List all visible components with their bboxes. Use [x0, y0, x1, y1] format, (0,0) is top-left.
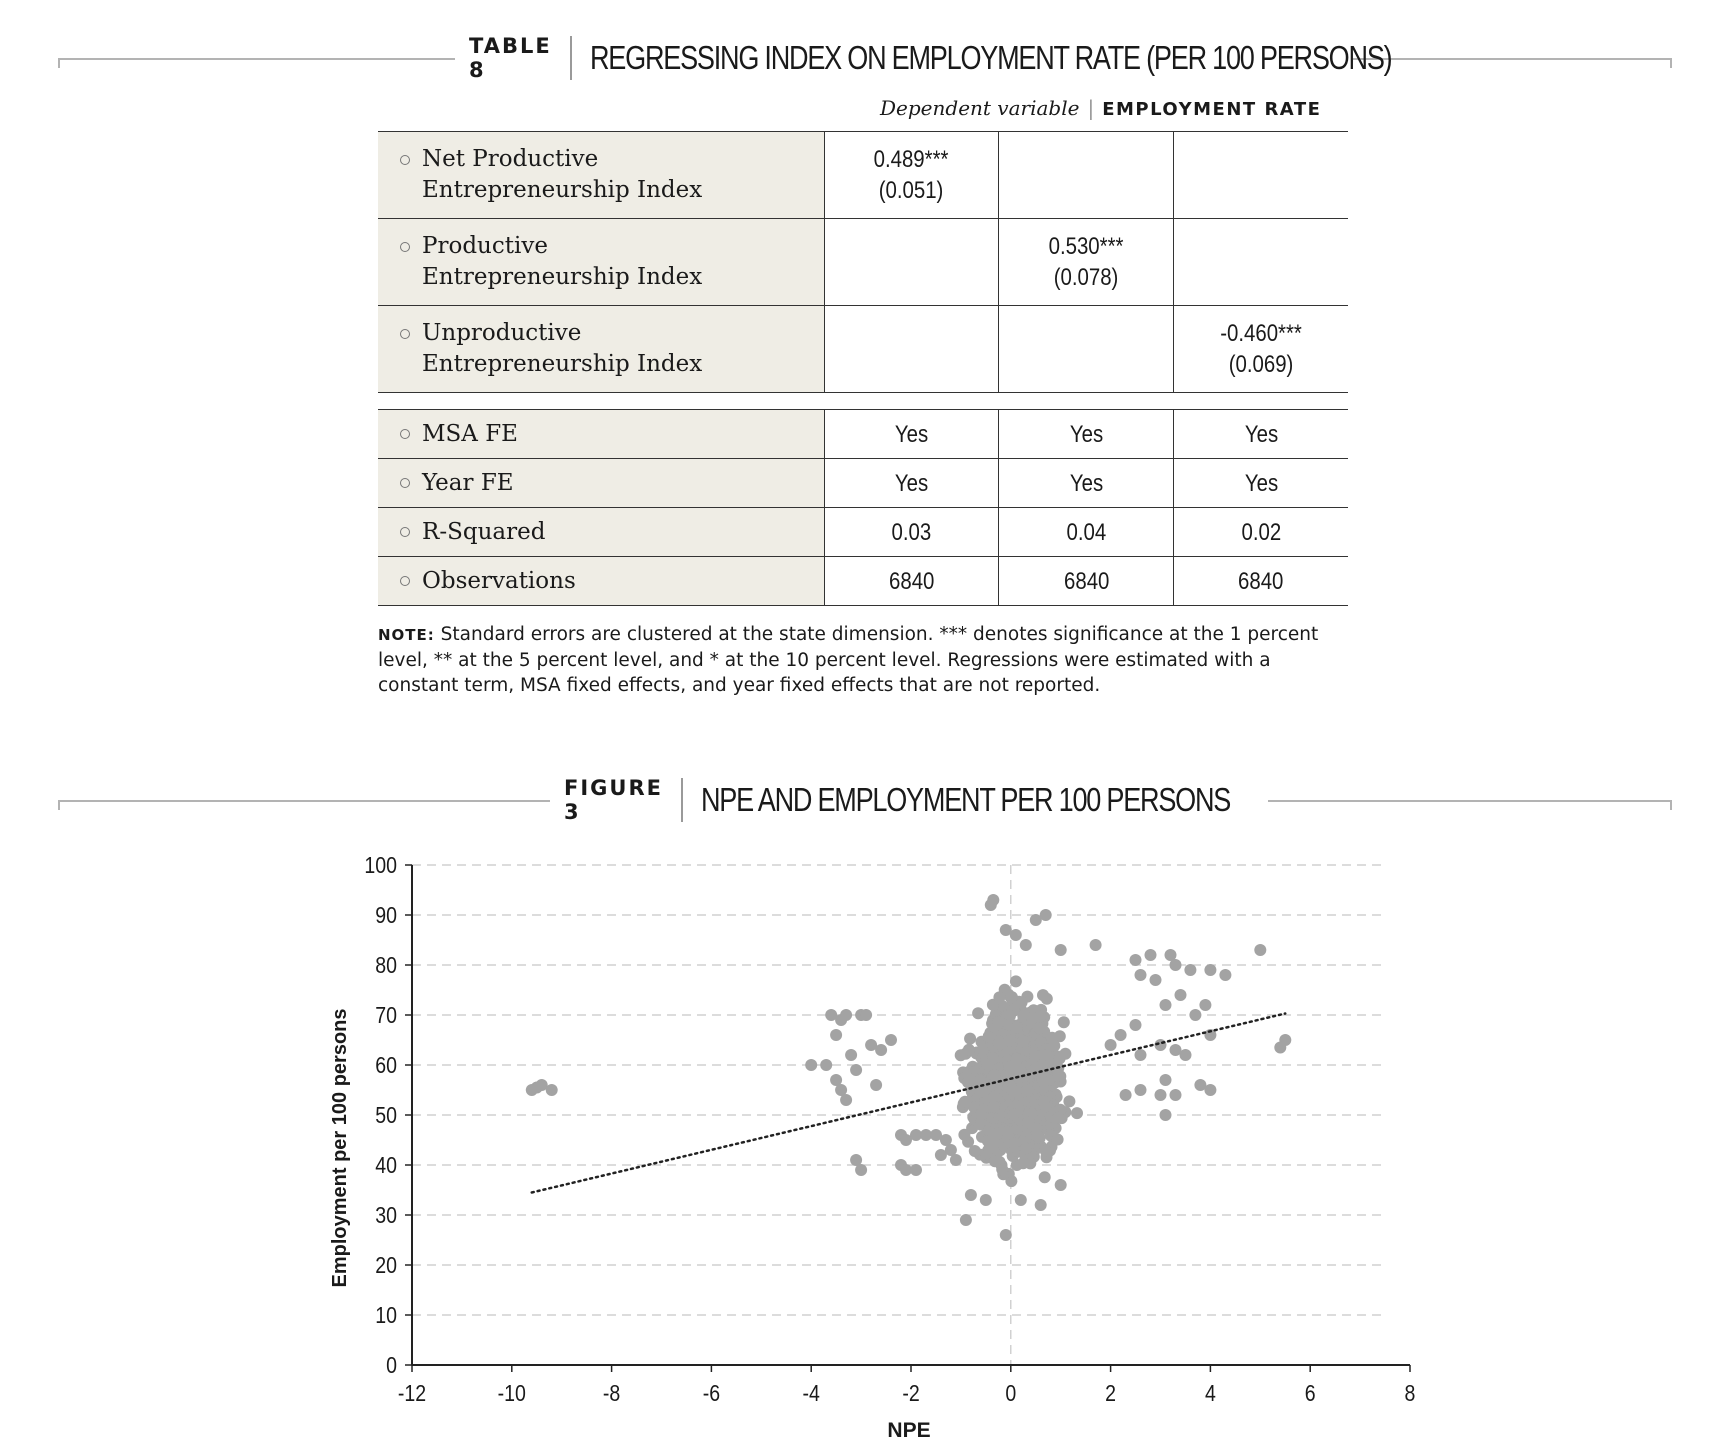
data-point [1160, 1109, 1172, 1121]
data-point [972, 1007, 984, 1019]
row-label [378, 557, 824, 606]
row-label-line1: Unproductive [422, 320, 582, 346]
row-label [378, 219, 824, 306]
table-cell [1174, 459, 1348, 508]
data-point [1135, 1049, 1147, 1061]
bullet-icon [400, 429, 410, 439]
figure-title: NPE AND EMPLOYMENT PER 100 PERSONS [700, 781, 1231, 818]
data-point [805, 1059, 817, 1071]
cell-value: 6840 [888, 567, 935, 595]
data-point [1135, 1084, 1147, 1096]
figure-title-block [550, 770, 1268, 830]
data-point [1194, 1079, 1206, 1091]
data-point [1037, 1049, 1049, 1061]
data-point [1052, 1069, 1064, 1081]
data-point [989, 1155, 1001, 1167]
table-cell [824, 410, 999, 459]
y-tick-label: 90 [375, 902, 397, 929]
data-point [1160, 999, 1172, 1011]
table-title: REGRESSING INDEX ON EMPLOYMENT RATE (PER 100 PERSONS) [589, 39, 1392, 76]
x-axis-label: NPE [887, 1419, 931, 1442]
data-point [1055, 944, 1067, 956]
x-tick-label: 0 [1005, 1380, 1017, 1407]
y-tick-label: 30 [375, 1202, 397, 1229]
row-label-text: MSA FE [422, 420, 518, 447]
bullet-icon [400, 242, 410, 252]
bullet-icon [400, 155, 410, 165]
table-cell [999, 459, 1174, 508]
y-tick-label: 40 [375, 1152, 397, 1179]
data-point [1184, 964, 1196, 976]
row-label [378, 132, 824, 219]
data-point [840, 1009, 852, 1021]
data-point [820, 1059, 832, 1071]
data-point [1170, 959, 1182, 971]
data-point [875, 1044, 887, 1056]
data-point [1008, 1137, 1020, 1149]
data-point [989, 1069, 1001, 1081]
x-tick-label: -2 [902, 1380, 920, 1407]
data-point [1035, 1199, 1047, 1211]
row-label-line2: Entrepreneurship Index [422, 351, 703, 377]
data-point [546, 1084, 558, 1096]
dependent-variable-value: EMPLOYMENT RATE [1102, 99, 1322, 120]
table-cell [999, 410, 1174, 459]
table-cell [824, 557, 999, 606]
data-point [1058, 1016, 1070, 1028]
data-point [1105, 1039, 1117, 1051]
data-point [940, 1134, 952, 1146]
table-row [378, 132, 1348, 219]
bullet-icon [400, 527, 410, 537]
data-point [1011, 1022, 1023, 1034]
y-tick-label: 10 [375, 1302, 397, 1329]
data-point [1219, 969, 1231, 981]
cell-value: Yes [894, 420, 929, 448]
table-cell [824, 306, 999, 393]
data-point [1000, 1229, 1012, 1241]
table-cell [999, 557, 1174, 606]
row-label-line1: Productive [422, 233, 548, 259]
x-tick-label: -8 [602, 1380, 621, 1407]
figure-kicker: FIGURE 3 [564, 776, 663, 824]
data-point [1048, 1040, 1060, 1052]
table-cell [1174, 557, 1348, 606]
coefficient-table [378, 131, 1348, 393]
row-label-text: R-Squared [422, 518, 546, 545]
scatter-chart [320, 840, 1430, 1450]
table-note [378, 622, 1348, 698]
data-point [1135, 969, 1147, 981]
coefficient: -0.460*** [1220, 320, 1302, 347]
standard-error: (0.078) [1053, 264, 1119, 291]
data-point [1020, 939, 1032, 951]
data-point [1170, 1089, 1182, 1101]
table-cell [999, 219, 1174, 306]
data-point [1175, 989, 1187, 1001]
cell-value: Yes [1069, 469, 1103, 497]
data-point [977, 1086, 989, 1098]
row-label [378, 508, 824, 557]
cell-value: 6840 [1238, 567, 1284, 595]
data-point [983, 1031, 995, 1043]
cell-value: 0.04 [1066, 518, 1107, 546]
y-tick-label: 70 [375, 1002, 397, 1029]
data-point [1254, 944, 1266, 956]
table-cell [1174, 132, 1348, 219]
data-point [980, 1194, 992, 1206]
row-label-text: Observations [422, 567, 576, 594]
data-point [1053, 1112, 1065, 1124]
data-point [885, 1034, 897, 1046]
data-point [1055, 1179, 1067, 1191]
data-point [845, 1049, 857, 1061]
y-tick-label: 100 [364, 852, 397, 879]
data-point [987, 1052, 999, 1064]
data-point [860, 1009, 872, 1021]
data-point [1004, 1061, 1016, 1073]
data-point [1120, 1089, 1132, 1101]
figure-heading [58, 770, 1672, 830]
note-text: Standard errors are clustered at the state dimension. *** denotes significance at the 1 percent level, ** at the 5 percent level, and * at the 10 percent level. Regressions were estimated with a constant term, MSA fixed effects, and year fixed effects that are not reported. [378, 624, 1319, 696]
y-axis-label: Employment per 100 persons [329, 1008, 351, 1288]
cell-value: Yes [1244, 420, 1278, 448]
data-point [1017, 1157, 1029, 1169]
data-point [1180, 1049, 1192, 1061]
data-point [1010, 929, 1022, 941]
data-point [1007, 1084, 1019, 1096]
data-point [850, 1064, 862, 1076]
data-point [1017, 1035, 1029, 1047]
table-row [378, 557, 1348, 606]
y-tick-label: 0 [386, 1352, 397, 1379]
table-cell [824, 508, 999, 557]
data-point [1026, 1012, 1038, 1024]
title-separator [681, 778, 683, 822]
data-point [1006, 991, 1018, 1003]
y-tick-label: 50 [375, 1102, 397, 1129]
table-kicker: TABLE 8 [469, 34, 552, 82]
data-point [1021, 1084, 1033, 1096]
data-point [960, 1214, 972, 1226]
data-point [1160, 1074, 1172, 1086]
cell-value: Yes [894, 469, 929, 497]
table-cell [824, 132, 999, 219]
table-row [378, 459, 1348, 508]
data-points [526, 894, 1292, 1241]
data-point [964, 1033, 976, 1045]
data-point [1040, 1145, 1052, 1157]
row-label [378, 410, 824, 459]
data-point [855, 1164, 867, 1176]
heading-rule-tick-right [1670, 800, 1672, 810]
cell-value: Yes [1069, 420, 1103, 448]
row-label [378, 306, 824, 393]
heading-rule-tick-left [58, 58, 60, 68]
cell-value: 6840 [1063, 567, 1109, 595]
table-cell [1174, 410, 1348, 459]
data-point [1189, 1009, 1201, 1021]
standard-error: (0.051) [879, 177, 944, 204]
data-point [1130, 954, 1142, 966]
data-point [950, 1154, 962, 1166]
table-cell [999, 508, 1174, 557]
table-row [378, 219, 1348, 306]
row-label-line1: Net Productive [422, 146, 599, 172]
row-label-line2: Entrepreneurship Index [422, 177, 703, 203]
data-point [963, 1044, 975, 1056]
data-point [1274, 1042, 1286, 1054]
data-point [1001, 1126, 1013, 1138]
table-row [378, 410, 1348, 459]
data-point [1071, 1107, 1083, 1119]
data-point [1033, 1022, 1045, 1034]
data-point [526, 1084, 538, 1096]
data-point [840, 1094, 852, 1106]
data-point [1052, 1134, 1064, 1146]
data-point [1063, 1095, 1075, 1107]
row-label-text: Year FE [422, 469, 514, 496]
data-point [1040, 909, 1052, 921]
data-point [1038, 1095, 1050, 1107]
data-point [992, 1016, 1004, 1028]
x-tick-label: -6 [702, 1380, 721, 1407]
data-point [1145, 949, 1157, 961]
y-tick-label: 60 [375, 1052, 397, 1079]
bullet-icon [400, 478, 410, 488]
data-point [1020, 1143, 1032, 1155]
dependent-variable-label: Dependent variable [880, 96, 1080, 120]
table-row [378, 508, 1348, 557]
data-point [1008, 1108, 1020, 1120]
x-tick-label: 6 [1304, 1380, 1316, 1407]
data-point [1155, 1089, 1167, 1101]
y-tick-label: 20 [375, 1252, 397, 1279]
row-label [378, 459, 824, 508]
table-cell [824, 219, 999, 306]
coefficient: 0.530*** [1048, 233, 1124, 260]
data-point [993, 991, 1005, 1003]
data-point [1038, 1076, 1050, 1088]
data-point [1004, 1035, 1016, 1047]
data-point [1115, 1029, 1127, 1041]
data-point [1037, 989, 1049, 1001]
data-point [910, 1164, 922, 1176]
x-tick-label: 8 [1404, 1380, 1416, 1407]
data-point [987, 894, 999, 906]
table-heading [58, 28, 1672, 88]
x-tick-label: -10 [497, 1380, 526, 1407]
x-tick-label: 4 [1204, 1380, 1216, 1407]
data-point [1022, 1117, 1034, 1129]
x-tick-label: -4 [802, 1380, 820, 1407]
heading-rule-tick-left [58, 800, 60, 810]
x-tick-label: -12 [397, 1380, 427, 1407]
y-tick-label: 80 [375, 952, 397, 979]
data-point [958, 1129, 970, 1141]
table-cell [1174, 219, 1348, 306]
heading-rule-tick-right [1670, 58, 1672, 68]
data-point [969, 1145, 981, 1157]
axes [364, 853, 1415, 1407]
data-point [1090, 939, 1102, 951]
standard-error: (0.069) [1228, 351, 1294, 378]
table-cell [824, 459, 999, 508]
data-point [1150, 974, 1162, 986]
title-separator [570, 36, 572, 80]
statistics-table [378, 409, 1348, 606]
cell-value: 0.03 [891, 518, 932, 546]
dependent-variable-separator: | [1087, 96, 1095, 120]
data-point [870, 1079, 882, 1091]
table-cell [999, 306, 1174, 393]
data-point [1010, 975, 1022, 987]
table-cell [999, 132, 1174, 219]
data-point [1130, 1019, 1142, 1031]
data-point [1199, 999, 1211, 1011]
data-point [975, 1108, 987, 1120]
table-row [378, 306, 1348, 393]
bullet-icon [400, 329, 410, 339]
table-title-block [455, 28, 1392, 88]
table-cell [1174, 306, 1348, 393]
data-point [1039, 1171, 1051, 1183]
cell-value: 0.02 [1241, 518, 1281, 546]
note-key: NOTE: [378, 626, 435, 644]
data-point [1015, 1194, 1027, 1206]
table-cell [1174, 508, 1348, 557]
data-point [988, 1101, 1000, 1113]
data-point [830, 1029, 842, 1041]
cell-value: Yes [1244, 469, 1278, 497]
bullet-icon [400, 576, 410, 586]
x-tick-label: 2 [1105, 1380, 1117, 1407]
coefficient: 0.489*** [874, 146, 949, 173]
data-point [1204, 964, 1216, 976]
gridlines [412, 865, 1387, 1365]
data-point [965, 1189, 977, 1201]
data-point [1054, 1053, 1066, 1065]
data-point [987, 1132, 999, 1144]
row-label-line2: Entrepreneurship Index [422, 264, 703, 290]
dependent-variable-header [880, 96, 1321, 121]
